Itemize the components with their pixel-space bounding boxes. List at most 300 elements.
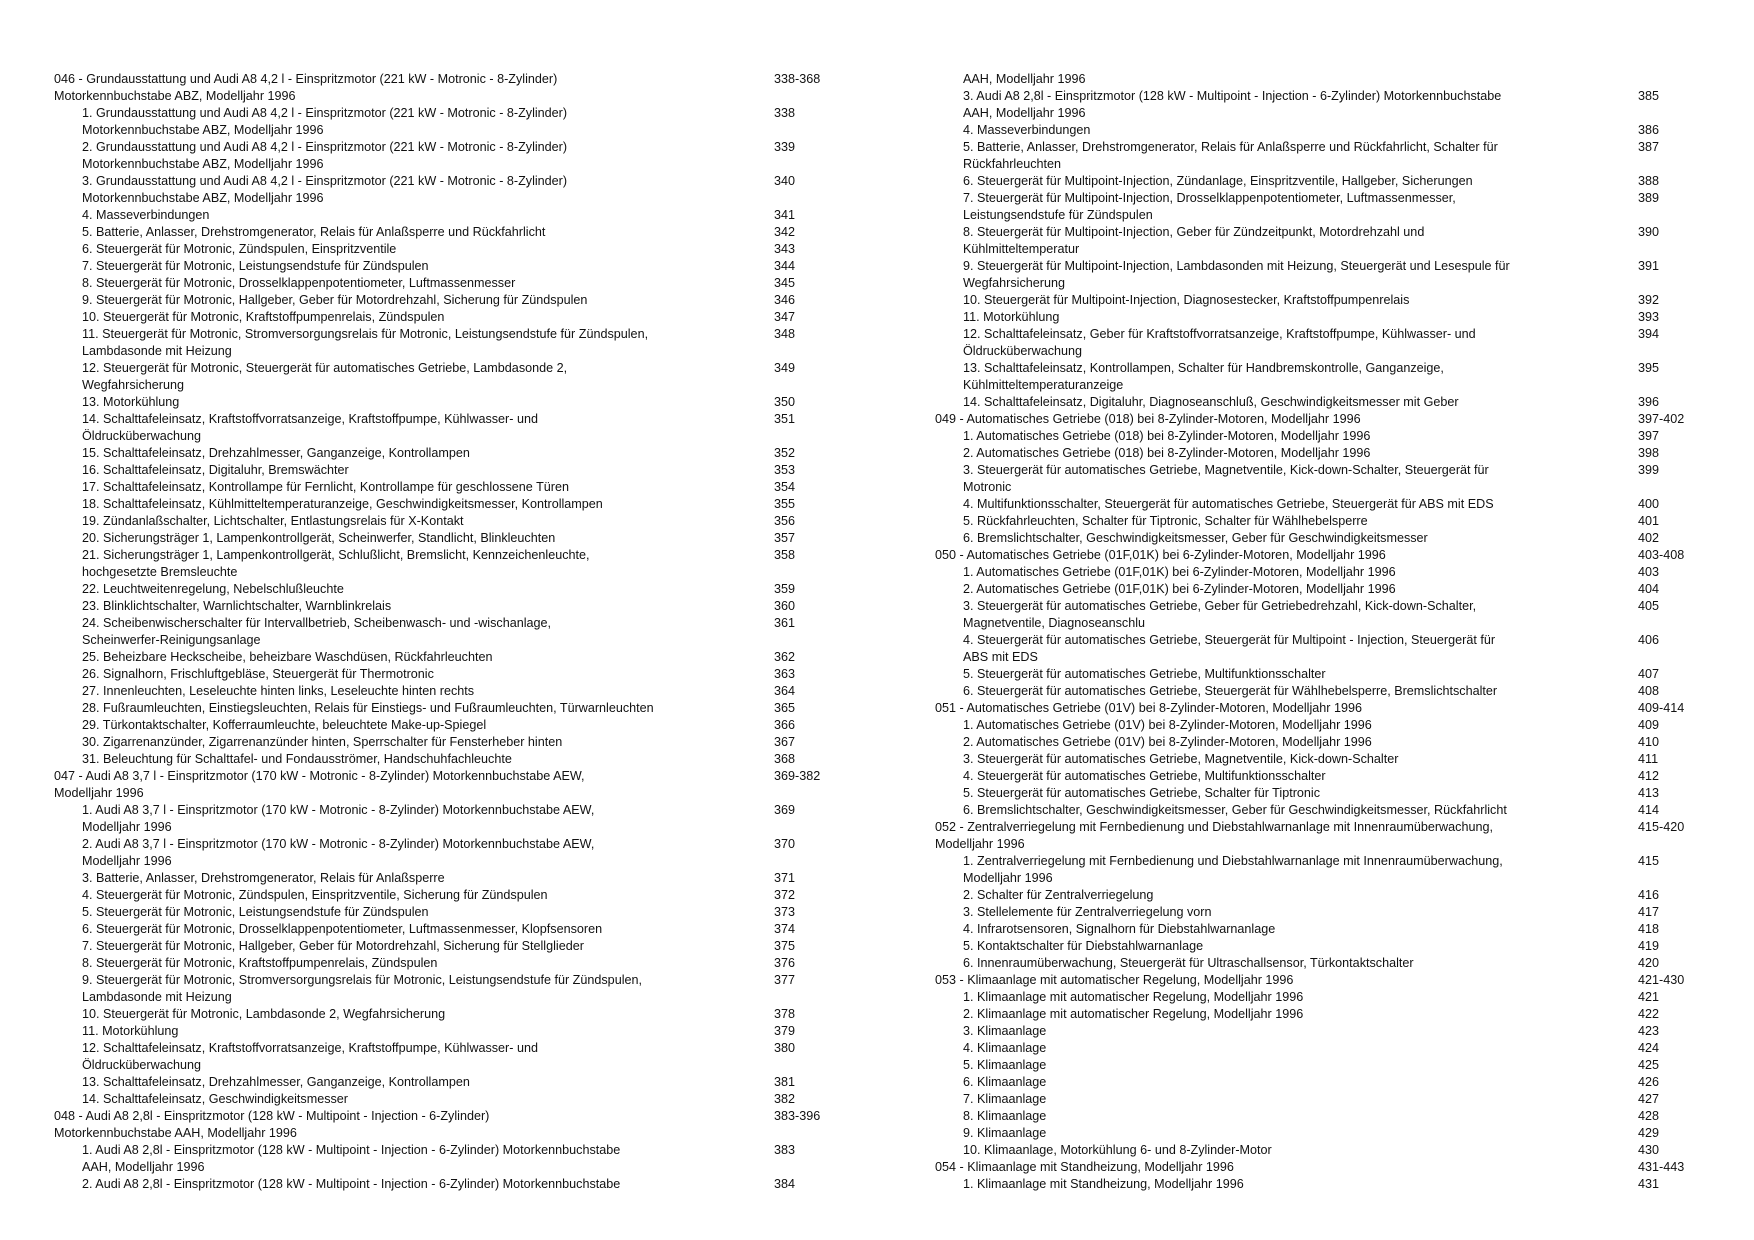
toc-subentry	[935, 989, 1715, 1006]
toc-entry-title: 1. Automatisches Getriebe (018) bei 8-Zylinder-Motoren, Modelljahr 1996	[963, 428, 1371, 443]
toc-entry-title: 8. Klimaanlage	[963, 1108, 1047, 1123]
toc-page-ref: 359	[774, 581, 796, 596]
toc-page-ref: 369-382	[774, 768, 821, 783]
toc-page-ref: 393	[1638, 309, 1660, 324]
toc-page-ref: 392	[1638, 292, 1660, 307]
toc-page-ref: 385	[1638, 88, 1660, 103]
toc-subentry	[54, 598, 834, 615]
toc-page-ref: 371	[774, 870, 796, 885]
toc-page-ref: 380	[774, 1040, 796, 1055]
toc-subentry	[935, 360, 1715, 394]
toc-page-ref: 377	[774, 972, 796, 987]
toc-entry-title: 1. Audi A8 3,7 l - Einspritzmotor (170 kW - Motronic - 8-Zylinder) Motorkennbuchstabe AEW, Modelljahr 1996	[82, 802, 595, 834]
toc-subentry	[935, 190, 1715, 224]
toc-page-ref: 415	[1638, 853, 1660, 868]
toc-page-ref: 352	[774, 445, 796, 460]
toc-page-ref: 347	[774, 309, 796, 324]
toc-entry-title: 27. Innenleuchten, Leseleuchte hinten links, Leseleuchte hinten rechts	[82, 683, 475, 698]
toc-page-ref: 389	[1638, 190, 1660, 205]
toc-entry-title: 4. Steuergerät für Motronic, Zündspulen, Einspritzventile, Sicherung für Zündspulen	[82, 887, 548, 902]
toc-entry-title: 4. Steuergerät für automatisches Getriebe, Multifunktionsschalter	[963, 768, 1326, 783]
toc-page-ref: 374	[774, 921, 796, 936]
toc-entry-title: 7. Steuergerät für Motronic, Hallgeber, Geber für Motordrehzahl, Sicherung für Stellglieder	[82, 938, 584, 953]
toc-subentry	[935, 258, 1715, 292]
toc-page-ref: 338-368	[774, 71, 821, 86]
toc-page-ref: 397-402	[1638, 411, 1685, 426]
toc-entry-title: 049 - Automatisches Getriebe (018) bei 8-Zylinder-Motoren, Modelljahr 1996	[935, 411, 1361, 426]
toc-page-ref: 368	[774, 751, 796, 766]
toc-page-ref: 351	[774, 411, 796, 426]
toc-entry-title: 23. Blinklichtschalter, Warnlichtschalter, Warnblinkrelais	[82, 598, 392, 613]
toc-subentry	[54, 751, 834, 768]
toc-entry-title: 9. Steuergerät für Multipoint-Injection, Lambdasonden mit Heizung, Steuergerät und Lesespule für Wegfahrsicherung	[963, 258, 1510, 290]
toc-page-ref: 431-443	[1638, 1159, 1685, 1174]
toc-page-ref: 426	[1638, 1074, 1660, 1089]
toc-page-ref: 401	[1638, 513, 1660, 528]
toc-entry-title: 13. Motorkühlung	[82, 394, 180, 409]
toc-page-ref: 396	[1638, 394, 1660, 409]
toc-subentry	[54, 462, 834, 479]
toc-subentry	[935, 513, 1715, 530]
toc-entry-title: 2. Automatisches Getriebe (01F,01K) bei 6-Zylinder-Motoren, Modelljahr 1996	[963, 581, 1396, 596]
toc-entry-title: 4. Infrarotsensoren, Signalhorn für Diebstahlwarnanlage	[963, 921, 1276, 936]
toc-entry-title: 3. Steuergerät für automatisches Getriebe, Geber für Getriebedrehzahl, Kick-down-Schalter, Magnetventile, Diagnoseanschlu	[963, 598, 1477, 630]
toc-page-ref: 362	[774, 649, 796, 664]
toc-page-ref: 372	[774, 887, 796, 902]
toc-page-ref: 409	[1638, 717, 1660, 732]
toc-page-ref: 341	[774, 207, 796, 222]
toc-subentry	[54, 105, 834, 139]
toc-subentry	[54, 173, 834, 207]
toc-subentry	[935, 1108, 1715, 1125]
toc-subentry	[935, 1125, 1715, 1142]
toc-subentry	[54, 802, 834, 836]
toc-subentry	[54, 241, 834, 258]
toc-entry-title: 14. Schalttafeleinsatz, Digitaluhr, Diagnoseanschluß, Geschwindigkeitsmesser mit Geber	[963, 394, 1459, 409]
toc-entry-title: 21. Sicherungsträger 1, Lampenkontrollgerät, Schlußlicht, Bremslicht, Kennzeichenleuchte, hochgesetzte Bremsleuchte	[82, 547, 590, 579]
toc-subentry	[54, 496, 834, 513]
toc-page-ref: 431	[1638, 1176, 1660, 1191]
toc-entry-title: 3. Steuergerät für automatisches Getriebe, Magnetventile, Kick-down-Schalter	[963, 751, 1399, 766]
toc-entry-title: 053 - Klimaanlage mit automatischer Regelung, Modelljahr 1996	[935, 972, 1294, 987]
toc-page-ref: 353	[774, 462, 796, 477]
toc-page-ref: 364	[774, 683, 796, 698]
toc-page-ref: 423	[1638, 1023, 1660, 1038]
toc-entry-title: 5. Steuergerät für automatisches Getriebe, Multifunktionsschalter	[963, 666, 1326, 681]
toc-entry-title: 5. Batterie, Anlasser, Drehstromgenerator, Relais für Anlaßsperre und Rückfahrlicht	[82, 224, 546, 239]
toc-entry-title: 19. Zündanlaßschalter, Lichtschalter, Entlastungsrelais für X-Kontakt	[82, 513, 464, 528]
toc-page-ref: 381	[774, 1074, 796, 1089]
toc-subentry	[935, 1176, 1715, 1193]
toc-page-ref: 399	[1638, 462, 1660, 477]
toc-entry-title: 051 - Automatisches Getriebe (01V) bei 8-Zylinder-Motoren, Modelljahr 1996	[935, 700, 1363, 715]
toc-subentry	[54, 734, 834, 751]
toc-page-ref: 360	[774, 598, 796, 613]
toc-entry-title: 5. Kontaktschalter für Diebstahlwarnanlage	[963, 938, 1204, 953]
toc-entry-title: 29. Türkontaktschalter, Kofferraumleuchte, beleuchtete Make-up-Spiegel	[82, 717, 487, 732]
toc-page-ref: 356	[774, 513, 796, 528]
toc-subentry	[54, 1074, 834, 1091]
toc-subentry	[935, 1074, 1715, 1091]
toc-subentry	[54, 904, 834, 921]
toc-section-entry	[935, 972, 1715, 989]
toc-page-ref: 421	[1638, 989, 1660, 1004]
toc-entry-title: 7. Klimaanlage	[963, 1091, 1047, 1106]
toc-page-ref: 363	[774, 666, 796, 681]
toc-page-ref: 348	[774, 326, 796, 341]
toc-entry-title: 12. Steuergerät für Motronic, Steuergerät für automatisches Getriebe, Lambdasonde 2, Wegfahrsicherung	[82, 360, 568, 392]
toc-subentry	[935, 632, 1715, 666]
toc-page-ref: 418	[1638, 921, 1660, 936]
toc-subentry	[54, 292, 834, 309]
toc-entry-title: 10. Steuergerät für Motronic, Kraftstoffpumpenrelais, Zündspulen	[82, 309, 445, 324]
toc-entry-title: 10. Steuergerät für Multipoint-Injection, Diagnosestecker, Kraftstoffpumpenrelais	[963, 292, 1410, 307]
toc-page-ref: 383-396	[774, 1108, 821, 1123]
toc-subentry	[54, 275, 834, 292]
toc-page-ref: 403-408	[1638, 547, 1685, 562]
toc-page-ref: 407	[1638, 666, 1660, 681]
toc-entry-title: 1. Klimaanlage mit Standheizung, Modelljahr 1996	[963, 1176, 1244, 1191]
toc-subentry	[935, 938, 1715, 955]
toc-entry-title: 4. Masseverbindungen	[82, 207, 210, 222]
toc-page-ref: 427	[1638, 1091, 1660, 1106]
toc-subentry	[935, 224, 1715, 258]
toc-entry-title: 4. Masseverbindungen	[963, 122, 1091, 137]
toc-entry-title: 1. Klimaanlage mit automatischer Regelung, Modelljahr 1996	[963, 989, 1304, 1004]
toc-subentry	[54, 309, 834, 326]
toc-subentry	[54, 1091, 834, 1108]
toc-subentry	[54, 479, 834, 496]
toc-subentry	[54, 955, 834, 972]
toc-subentry	[935, 71, 1715, 88]
toc-entry-title: 3. Stellelemente für Zentralverriegelung vorn	[963, 904, 1212, 919]
toc-subentry	[54, 938, 834, 955]
toc-subentry	[935, 139, 1715, 173]
toc-entry-title: 2. Schalter für Zentralverriegelung	[963, 887, 1154, 902]
toc-entry-title: 28. Fußraumleuchten, Einstiegsleuchten, Relais für Einstiegs- und Fußraumleuchten, Türwarnleuchten	[82, 700, 654, 715]
toc-subentry	[54, 581, 834, 598]
toc-entry-title: 14. Schalttafeleinsatz, Geschwindigkeitsmesser	[82, 1091, 348, 1106]
toc-subentry	[935, 309, 1715, 326]
toc-page-ref: 357	[774, 530, 796, 545]
toc-section-entry	[935, 700, 1715, 717]
toc-page-ref: 397	[1638, 428, 1660, 443]
toc-subentry	[935, 802, 1715, 819]
toc-page-ref: 411	[1638, 751, 1659, 766]
toc-entry-title: 3. Batterie, Anlasser, Drehstromgenerator, Relais für Anlaßsperre	[82, 870, 445, 885]
toc-subentry	[935, 666, 1715, 683]
toc-entry-title: 11. Motorkühlung	[82, 1023, 179, 1038]
toc-page-ref: 405	[1638, 598, 1660, 613]
toc-entry-title: 6. Bremslichtschalter, Geschwindigkeitsmesser, Geber für Geschwindigkeitsmesser, Rückfahrlicht	[963, 802, 1507, 817]
toc-entry-title: 4. Multifunktionsschalter, Steuergerät für automatisches Getriebe, Steuergerät für ABS mit EDS	[963, 496, 1494, 511]
toc-page-ref: 386	[1638, 122, 1660, 137]
toc-page-ref: 361	[774, 615, 796, 630]
toc-page-ref: 403	[1638, 564, 1660, 579]
toc-section-entry	[935, 819, 1715, 853]
toc-subentry	[54, 683, 834, 700]
toc-entry-title: 050 - Automatisches Getriebe (01F,01K) bei 6-Zylinder-Motoren, Modelljahr 1996	[935, 547, 1386, 562]
toc-page-ref: 349	[774, 360, 796, 375]
toc-entry-title: 15. Schalttafeleinsatz, Drehzahlmesser, Ganganzeige, Kontrollampen	[82, 445, 470, 460]
toc-page-ref: 358	[774, 547, 796, 562]
toc-subentry	[935, 496, 1715, 513]
toc-entry-title: 047 - Audi A8 3,7 l - Einspritzmotor (170 kW - Motronic - 8-Zylinder) Motorkennbuchstabe AEW, Modelljahr 1996	[54, 768, 585, 800]
toc-subentry	[54, 394, 834, 411]
toc-entry-title: 2. Automatisches Getriebe (01V) bei 8-Zylinder-Motoren, Modelljahr 1996	[963, 734, 1372, 749]
toc-page-ref: 382	[774, 1091, 796, 1106]
toc-page-ref: 376	[774, 955, 796, 970]
toc-entry-title: 10. Steuergerät für Motronic, Lambdasonde 2, Wegfahrsicherung	[82, 1006, 446, 1021]
toc-entry-title: 2. Automatisches Getriebe (018) bei 8-Zylinder-Motoren, Modelljahr 1996	[963, 445, 1371, 460]
toc-entry-title: 17. Schalttafeleinsatz, Kontrollampe für Fernlicht, Kontrollampe für geschlossene Türen	[82, 479, 569, 494]
toc-subentry	[935, 1142, 1715, 1159]
toc-page-ref: 394	[1638, 326, 1660, 341]
toc-subentry	[935, 955, 1715, 972]
toc-entry-title: 24. Scheibenwischerschalter für Intervallbetrieb, Scheibenwasch- und -wischanlage, Scheinwerfer-Reinigungsanlage	[82, 615, 552, 647]
toc-page-ref: 388	[1638, 173, 1660, 188]
toc-page-ref: 424	[1638, 1040, 1660, 1055]
toc-subentry	[935, 428, 1715, 445]
toc-page-ref: 402	[1638, 530, 1660, 545]
toc-entry-title: 3. Grundausstattung und Audi A8 4,2 l - Einspritzmotor (221 kW - Motronic - 8-Zylinder) Motorkennbuchstabe ABZ, Modelljahr 1996	[82, 173, 568, 205]
toc-page-ref: 429	[1638, 1125, 1660, 1140]
toc-page-ref: 398	[1638, 445, 1660, 460]
toc-subentry	[54, 700, 834, 717]
toc-page-ref: 425	[1638, 1057, 1660, 1072]
toc-page-ref: 409-414	[1638, 700, 1685, 715]
toc-subentry	[935, 530, 1715, 547]
toc-subentry	[935, 785, 1715, 802]
toc-page-ref: 408	[1638, 683, 1660, 698]
toc-page-ref: 414	[1638, 802, 1660, 817]
toc-page-ref: 421-430	[1638, 972, 1685, 987]
toc-entry-title: 20. Sicherungsträger 1, Lampenkontrollgerät, Scheinwerfer, Standlicht, Blinkleuchten	[82, 530, 556, 545]
toc-page-ref: 383	[774, 1142, 796, 1157]
toc-entry-title: 3. Steuergerät für automatisches Getriebe, Magnetventile, Kick-down-Schalter, Steuergerät für Motronic	[963, 462, 1489, 494]
toc-subentry	[54, 530, 834, 547]
toc-entry-title: 5. Rückfahrleuchten, Schalter für Tiptronic, Schalter für Wählhebelsperre	[963, 513, 1368, 528]
toc-page-ref: 391	[1638, 258, 1660, 273]
toc-subentry	[935, 904, 1715, 921]
toc-page-ref: 413	[1638, 785, 1660, 800]
toc-subentry	[935, 326, 1715, 360]
toc-page-ref: 387	[1638, 139, 1660, 154]
toc-subentry	[935, 1057, 1715, 1074]
toc-entry-title: 6. Klimaanlage	[963, 1074, 1047, 1089]
toc-entry-title: AAH, Modelljahr 1996	[963, 71, 1086, 86]
toc-page-ref: 365	[774, 700, 796, 715]
toc-entry-title: 9. Klimaanlage	[963, 1125, 1047, 1140]
toc-entry-title: 22. Leuchtweitenregelung, Nebelschlußleuchte	[82, 581, 344, 596]
toc-subentry	[54, 921, 834, 938]
toc-entry-title: 7. Steuergerät für Motronic, Leistungsendstufe für Zündspulen	[82, 258, 429, 273]
toc-subentry	[935, 598, 1715, 632]
toc-entry-title: 052 - Zentralverriegelung mit Fernbedienung und Diebstahlwarnanlage mit Innenraumüberwachung, Modelljahr 1996	[935, 819, 1493, 851]
toc-entry-title: 2. Audi A8 3,7 l - Einspritzmotor (170 kW - Motronic - 8-Zylinder) Motorkennbuchstabe AEW, Modelljahr 1996	[82, 836, 595, 868]
toc-entry-title: 5. Batterie, Anlasser, Drehstromgenerator, Relais für Anlaßsperre und Rückfahrlicht, Schalter für Rückfahrleuchten	[963, 139, 1498, 171]
toc-section-entry	[54, 1108, 834, 1142]
toc-entry-title: 11. Motorkühlung	[963, 309, 1060, 324]
toc-entry-title: 046 - Grundausstattung und Audi A8 4,2 l - Einspritzmotor (221 kW - Motronic - 8-Zylinder) Motorkennbuchstabe ABZ, Modelljahr 1996	[54, 71, 558, 103]
toc-subentry	[935, 768, 1715, 785]
toc-page-ref: 338	[774, 105, 796, 120]
toc-entry-title: 4. Klimaanlage	[963, 1040, 1047, 1055]
toc-page-ref: 370	[774, 836, 796, 851]
toc-entry-title: 1. Audi A8 2,8l - Einspritzmotor (128 kW - Multipoint - Injection - 6-Zylinder) Motorkennbuchstabe AAH, Modelljahr 1996	[82, 1142, 621, 1174]
toc-page-ref: 346	[774, 292, 796, 307]
toc-section-entry	[54, 71, 834, 105]
toc-page-ref: 369	[774, 802, 796, 817]
toc-subentry	[935, 445, 1715, 462]
toc-page-ref: 366	[774, 717, 796, 732]
toc-entry-title: 31. Beleuchtung für Schalttafel- und Fondausströmer, Handschuhfachleuchte	[82, 751, 512, 766]
toc-entry-title: 054 - Klimaanlage mit Standheizung, Modelljahr 1996	[935, 1159, 1234, 1174]
toc-entry-title: 2. Klimaanlage mit automatischer Regelung, Modelljahr 1996	[963, 1006, 1304, 1021]
toc-subentry	[935, 1023, 1715, 1040]
toc-entry-title: 11. Steuergerät für Motronic, Stromversorgungsrelais für Motronic, Leistungsendstufe für Zündspulen, Lambdasonde mit Heizung	[82, 326, 649, 358]
toc-subentry	[54, 870, 834, 887]
toc-subentry	[54, 139, 834, 173]
toc-page-ref: 379	[774, 1023, 796, 1038]
toc-subentry	[54, 972, 834, 1006]
toc-subentry	[935, 292, 1715, 309]
toc-entry-title: 6. Steuergerät für Motronic, Drosselklappenpotentiometer, Luftmassenmesser, Klopfsensoren	[82, 921, 603, 936]
toc-page-ref: 344	[774, 258, 796, 273]
toc-page-ref: 400	[1638, 496, 1660, 511]
toc-page-ref: 420	[1638, 955, 1660, 970]
toc-subentry	[54, 207, 834, 224]
toc-page-ref: 430	[1638, 1142, 1660, 1157]
toc-subentry	[54, 717, 834, 734]
toc-subentry	[54, 513, 834, 530]
toc-entry-title: 26. Signalhorn, Frischluftgebläse, Steuergerät für Thermotronic	[82, 666, 434, 681]
toc-subentry	[935, 173, 1715, 190]
toc-page-ref: 343	[774, 241, 796, 256]
toc-entry-title: 6. Innenraumüberwachung, Steuergerät für Ultraschallsensor, Türkontaktschalter	[963, 955, 1414, 970]
toc-entry-title: 25. Beheizbare Heckscheibe, beheizbare Waschdüsen, Rückfahrleuchten	[82, 649, 493, 664]
toc-subentry	[54, 1023, 834, 1040]
toc-entry-title: 1. Grundausstattung und Audi A8 4,2 l - Einspritzmotor (221 kW - Motronic - 8-Zylinder) Motorkennbuchstabe ABZ, Modelljahr 1996	[82, 105, 568, 137]
toc-subentry	[935, 1006, 1715, 1023]
toc-subentry	[54, 224, 834, 241]
toc-page-ref: 406	[1638, 632, 1660, 647]
toc-page-ref: 345	[774, 275, 796, 290]
toc-subentry	[54, 836, 834, 870]
toc-subentry	[935, 1091, 1715, 1108]
toc-subentry	[54, 887, 834, 904]
toc-page-ref: 340	[774, 173, 796, 188]
toc-subentry	[54, 547, 834, 581]
toc-page-ref: 367	[774, 734, 796, 749]
toc-entry-title: 5. Steuergerät für automatisches Getriebe, Schalter für Tiptronic	[963, 785, 1320, 800]
toc-entry-title: 9. Steuergerät für Motronic, Stromversorgungsrelais für Motronic, Leistungsendstufe für Zündspulen, Lambdasonde mit Heizung	[82, 972, 642, 1004]
toc-subentry	[54, 1142, 834, 1176]
toc-subentry	[54, 615, 834, 649]
toc-subentry	[935, 122, 1715, 139]
toc-column-left	[54, 71, 834, 1193]
toc-page-ref: 417	[1638, 904, 1660, 919]
toc-entry-title: 5. Klimaanlage	[963, 1057, 1047, 1072]
toc-subentry	[935, 564, 1715, 581]
toc-subentry	[54, 326, 834, 360]
toc-entry-title: 3. Klimaanlage	[963, 1023, 1047, 1038]
toc-page-ref: 373	[774, 904, 796, 919]
toc-page-ref: 354	[774, 479, 796, 494]
toc-entry-title: 7. Steuergerät für Multipoint-Injection, Drosselklappenpotentiometer, Luftmassenmesser, Leistungsendstufe für Zündspulen	[963, 190, 1456, 222]
toc-page-ref: 422	[1638, 1006, 1660, 1021]
toc-subentry	[54, 360, 834, 394]
toc-section-entry	[935, 1159, 1715, 1176]
toc-page-ref: 395	[1638, 360, 1660, 375]
toc-subentry	[935, 751, 1715, 768]
toc-subentry	[935, 717, 1715, 734]
toc-subentry	[54, 411, 834, 445]
toc-entry-title: 8. Steuergerät für Motronic, Kraftstoffpumpenrelais, Zündspulen	[82, 955, 438, 970]
toc-page-ref: 375	[774, 938, 796, 953]
toc-subentry	[54, 649, 834, 666]
toc-section-entry	[935, 411, 1715, 428]
toc-subentry	[935, 462, 1715, 496]
toc-page-ref: 350	[774, 394, 796, 409]
toc-page-ref: 412	[1638, 768, 1660, 783]
toc-entry-title: 16. Schalttafeleinsatz, Digitaluhr, Bremswächter	[82, 462, 349, 477]
toc-subentry	[54, 258, 834, 275]
toc-subentry	[935, 921, 1715, 938]
toc-entry-title: 13. Schalttafeleinsatz, Drehzahlmesser, Ganganzeige, Kontrollampen	[82, 1074, 470, 1089]
toc-page-ref: 416	[1638, 887, 1660, 902]
toc-entry-title: 5. Steuergerät für Motronic, Leistungsendstufe für Zündspulen	[82, 904, 429, 919]
toc-entry-title: 6. Bremslichtschalter, Geschwindigkeitsmesser, Geber für Geschwindigkeitsmesser	[963, 530, 1428, 545]
toc-subentry	[54, 666, 834, 683]
toc-entry-title: 14. Schalttafeleinsatz, Kraftstoffvorratsanzeige, Kraftstoffpumpe, Kühlwasser- und Öldrucküberwachung	[82, 411, 538, 443]
toc-page-ref: 339	[774, 139, 796, 154]
toc-subentry	[935, 734, 1715, 751]
toc-page-ref: 355	[774, 496, 796, 511]
toc-entry-title: 8. Steuergerät für Multipoint-Injection, Geber für Zündzeitpunkt, Motordrehzahl und Kühlmitteltemperatur	[963, 224, 1425, 256]
toc-entry-title: 30. Zigarrenanzünder, Zigarrenanzünder hinten, Sperrschalter für Fensterheber hinten	[82, 734, 563, 749]
toc-entry-title: 13. Schalttafeleinsatz, Kontrollampen, Schalter für Handbremskontrolle, Ganganzeige, Kühlmitteltemperaturanzeige	[963, 360, 1444, 392]
toc-subentry	[54, 1176, 834, 1193]
toc-entry-title: 2. Audi A8 2,8l - Einspritzmotor (128 kW - Multipoint - Injection - 6-Zylinder) Motorkennbuchstabe	[82, 1176, 621, 1191]
toc-subentry	[935, 1040, 1715, 1057]
toc-subentry	[935, 887, 1715, 904]
toc-page-ref: 428	[1638, 1108, 1660, 1123]
toc-entry-title: 6. Steuergerät für automatisches Getriebe, Steuergerät für Wählhebelsperre, Bremslichtschalter	[963, 683, 1498, 698]
toc-entry-title: 1. Zentralverriegelung mit Fernbedienung und Diebstahlwarnanlage mit Innenraumüberwachung, Modelljahr 1996	[963, 853, 1503, 885]
toc-subentry	[935, 853, 1715, 887]
toc-page-ref: 384	[774, 1176, 796, 1191]
toc-entry-title: 048 - Audi A8 2,8l - Einspritzmotor (128 kW - Multipoint - Injection - 6-Zylinder) Motorkennbuchstabe AAH, Modelljahr 1996	[54, 1108, 490, 1140]
toc-page-ref: 342	[774, 224, 796, 239]
toc-entry-title: 12. Schalttafeleinsatz, Kraftstoffvorratsanzeige, Kraftstoffpumpe, Kühlwasser- und Öldrucküberwachung	[82, 1040, 538, 1072]
toc-entry-title: 3. Audi A8 2,8l - Einspritzmotor (128 kW - Multipoint - Injection - 6-Zylinder) Motorkennbuchstabe AAH, Modelljahr 1996	[963, 88, 1502, 120]
toc-entry-title: 9. Steuergerät für Motronic, Hallgeber, Geber für Motordrehzahl, Sicherung für Zündspulen	[82, 292, 588, 307]
toc-entry-title: 12. Schalttafeleinsatz, Geber für Kraftstoffvorratsanzeige, Kraftstoffpumpe, Kühlwasser- und Öldrucküberwachung	[963, 326, 1476, 358]
toc-entry-title: 18. Schalttafeleinsatz, Kühlmitteltemperaturanzeige, Geschwindigkeitsmesser, Kontrollampen	[82, 496, 603, 511]
toc-subentry	[935, 88, 1715, 122]
toc-entry-title: 6. Steuergerät für Multipoint-Injection, Zündanlage, Einspritzventile, Hallgeber, Sicherungen	[963, 173, 1473, 188]
toc-subentry	[935, 581, 1715, 598]
toc-page-ref: 415-420	[1638, 819, 1685, 834]
toc-section-entry	[54, 768, 834, 802]
toc-entry-title: 8. Steuergerät für Motronic, Drosselklappenpotentiometer, Luftmassenmesser	[82, 275, 516, 290]
toc-entry-title: 1. Automatisches Getriebe (01F,01K) bei 6-Zylinder-Motoren, Modelljahr 1996	[963, 564, 1396, 579]
toc-page-ref: 404	[1638, 581, 1660, 596]
toc-subentry	[935, 394, 1715, 411]
toc-subentry	[54, 445, 834, 462]
toc-section-entry	[935, 547, 1715, 564]
